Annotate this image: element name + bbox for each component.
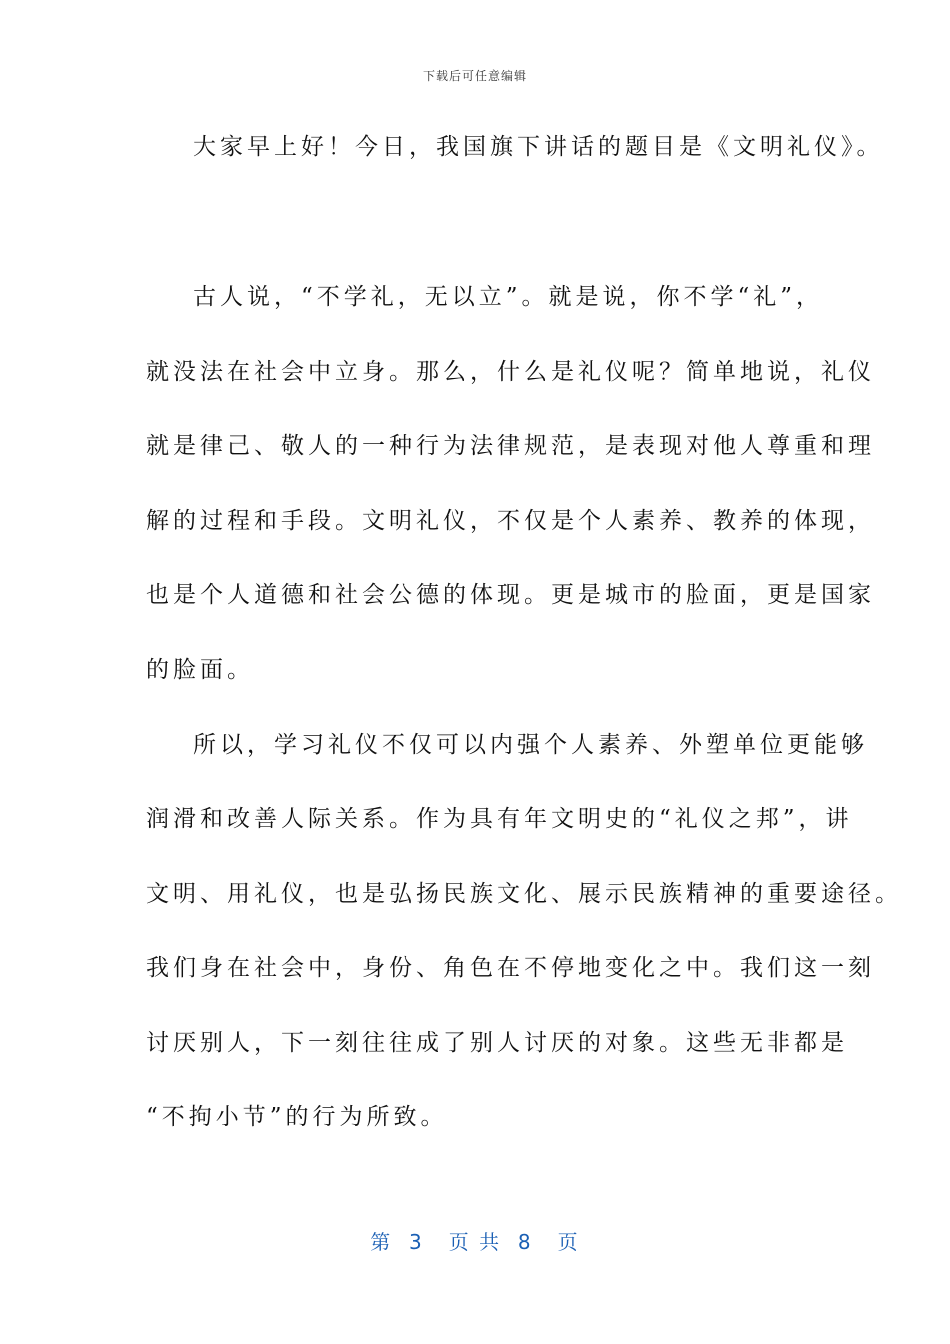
paragraph-line: “不拘小节”的行为所致。 — [146, 1104, 448, 1130]
paragraph-line: 也是个人道德和社会公德的体现。更是城市的脸面，更是国家 — [146, 582, 875, 608]
paragraph-line: 大家早上好！今日，我国旗下讲话的题目是《文明礼仪》。 — [193, 134, 884, 160]
paragraph-line: 讨厌别人，下一刻往往成了别人讨厌的对象。这些无非都是 — [146, 1030, 848, 1056]
paragraph-line: 就没法在社会中立身。那么，什么是礼仪呢？简单地说，礼仪 — [146, 359, 875, 385]
paragraph-line: 文明、用礼仪，也是弘扬民族文化、展示民族精神的重要途径。 — [146, 881, 902, 907]
paragraph-line: 的脸面。 — [146, 657, 254, 683]
paragraph-line: 就是律己、敬人的一种行为法律规范，是表现对他人尊重和理 — [146, 433, 875, 459]
paragraph-line: 我们身在社会中，身份、角色在不停地变化之中。我们这一刻 — [146, 955, 875, 981]
paragraph-line: 古人说，“不学礼，无以立”。就是说，你不学“礼”， — [193, 284, 824, 310]
page-number-footer: 第 3 页 共 8 页 — [370, 1230, 580, 1254]
header-note: 下载后可任意编辑 — [422, 69, 527, 83]
paragraph-line: 所以，学习礼仪不仅可以内强个人素养、外塑单位更能够 — [193, 732, 868, 758]
paragraph-line: 润滑和改善人际关系。作为具有年文明史的“礼仪之邦”，讲 — [146, 806, 853, 832]
paragraph-line: 解的过程和手段。文明礼仪，不仅是个人素养、教养的体现， — [146, 508, 875, 534]
